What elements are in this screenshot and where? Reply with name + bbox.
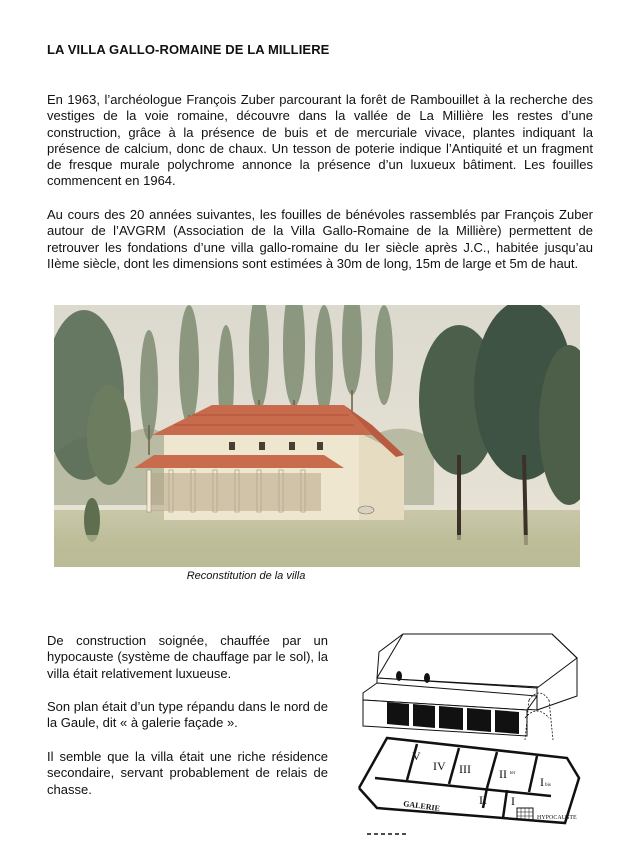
- excavation-paragraph: Au cours des 20 années suivantes, les fouilles de bénévoles rassemblés par François Zuber autour de l’AVGRM (Association de la Villa Gallo-Romaine de la Millière) permettent de retrouver les fondations d’une villa gallo-romaine du Ier siècle après J.C., habitée jusqu’au IIème siècle, dont les dimensions sont estimées à 30m de long, 15m de large et 5m de haut.: [47, 207, 593, 271]
- plan-room-ii-ter-sup: ter: [510, 771, 516, 776]
- construction-paragraph: De construction soignée, chauffée par un hypocauste (système de chauffage par le sol), la villa était relativement luxueuse.: [47, 633, 328, 681]
- plan-galerie-label: GALERIE: [402, 799, 441, 814]
- villa-plan-drawing: [347, 628, 587, 840]
- page-title: LA VILLA GALLO-ROMAINE DE LA MILLIERE: [47, 42, 330, 57]
- plan-room-iv: IV: [433, 759, 446, 773]
- plan-room-v: V: [412, 749, 421, 763]
- plan-room-i: I: [511, 794, 515, 808]
- plan-room-ii: II: [479, 793, 487, 807]
- plan-hypocauste-label: HYPOCAUSTE: [537, 815, 577, 821]
- plan-room-i-bis-sup: bis: [545, 783, 551, 788]
- figure-caption: Reconstitution de la villa: [186, 570, 306, 582]
- villa-reconstruction-painting: [54, 305, 580, 567]
- intro-paragraph: En 1963, l’archéologue François Zuber parcourant la forêt de Rambouillet à la recherche des vestiges de la voie romaine, découvre dans la vallée de La Millière les restes d’une construction, grâce à la présence de buis et de mercuriale vivace, plantes indiquant la présence de calcium, donc de chaux. Un tesson de poterie indique l’Antiquité et un fragment de fresque murale polychrome annonce la présence d’un luxueux bâtiment. Les fouilles commencent en 1964.: [47, 92, 593, 189]
- plan-room-ii-ter: II: [499, 767, 507, 781]
- plan-type-paragraph: Son plan était d’un type répandu dans le nord de la Gaule, dit « à galerie façade ».: [47, 699, 328, 731]
- residence-paragraph: Il semble que la villa était une riche résidence secondaire, servant probablement de relais de chasse.: [47, 749, 328, 797]
- villa-painting-illustration: [54, 305, 580, 567]
- villa-plan-diagram: [347, 628, 587, 840]
- plan-room-i-bis: I: [540, 775, 544, 789]
- plan-room-iii: III: [459, 762, 471, 776]
